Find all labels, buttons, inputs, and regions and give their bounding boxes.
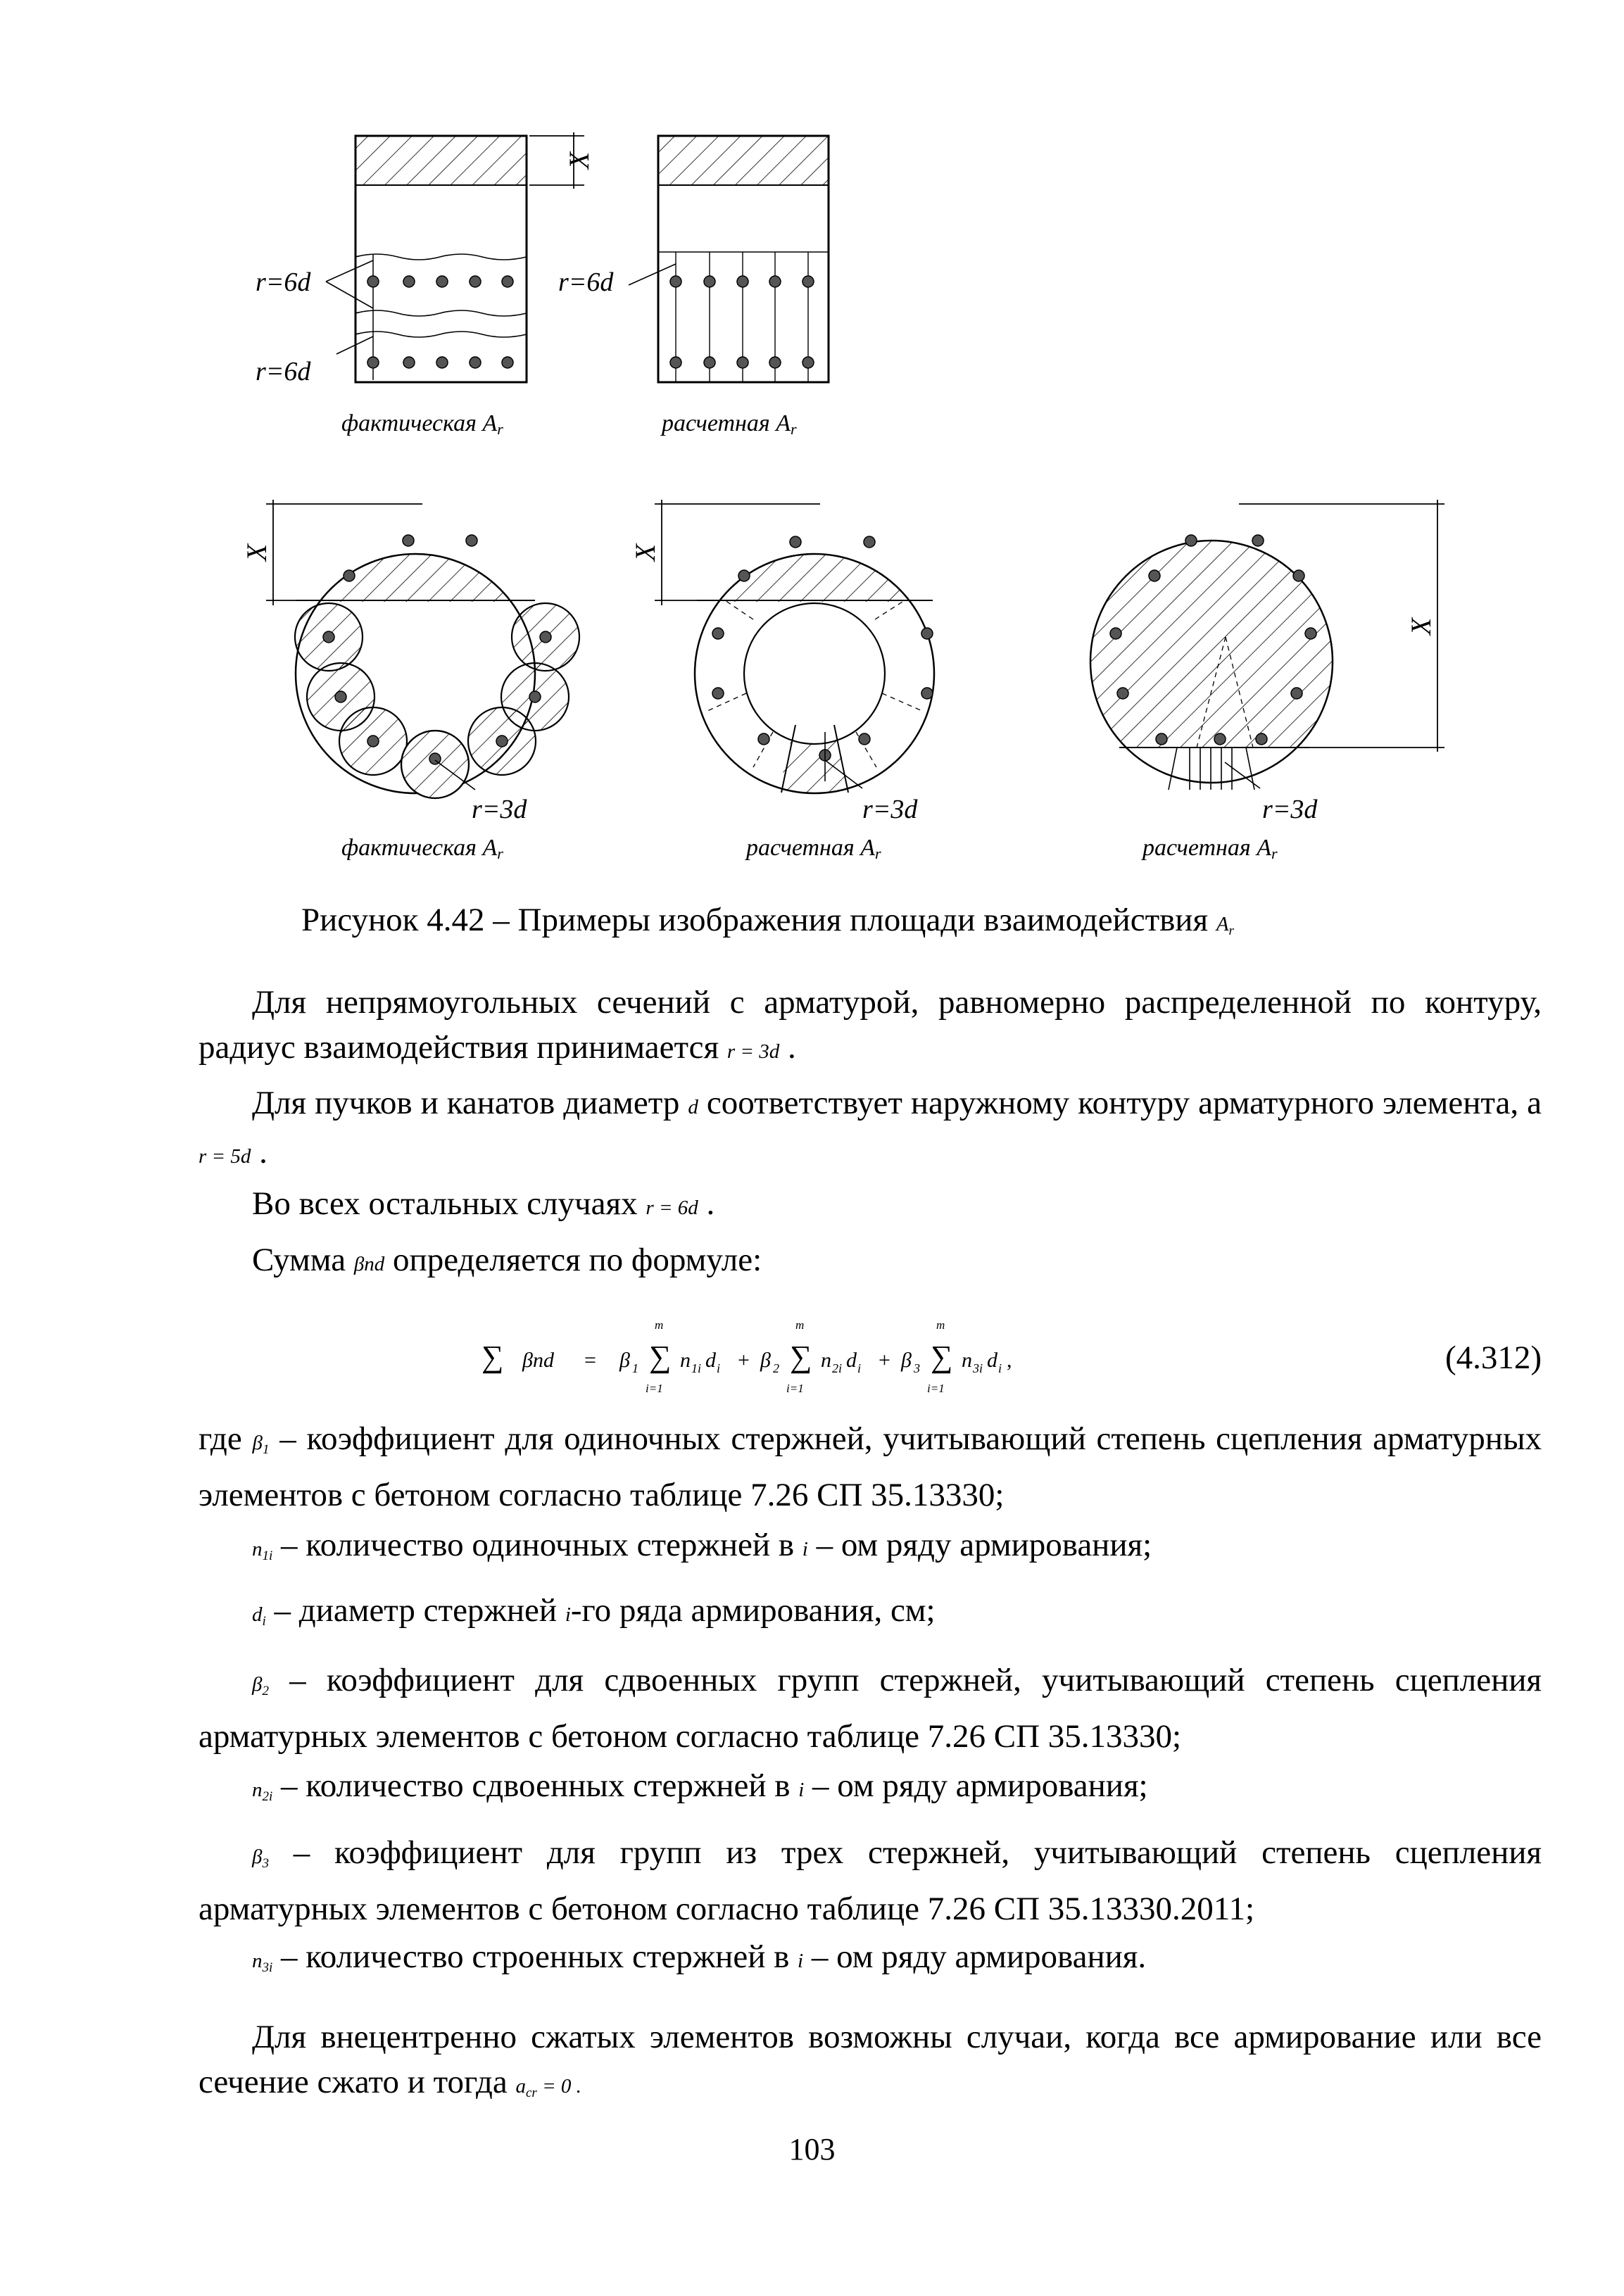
svg-text:фактическая Ar: фактическая Ar (341, 410, 503, 438)
svg-text:расчетная Ar: расчетная Ar (746, 835, 881, 862)
circle-section-calculated-full (1084, 500, 1444, 790)
label-r6d-2: r=6d (256, 357, 311, 386)
figure-4-42 (0, 0, 1624, 887)
svg-text:βnd: βnd (522, 1349, 554, 1372)
paragraph-2: Для пучков и канатов диаметр d соответствует наружному контуру арматурного элемента, а r = 5d . (199, 1085, 1542, 1171)
label-x-3: X (629, 543, 661, 562)
label-r3d-2: r=3d (862, 795, 918, 824)
paragraph-1: Для непрямоугольных сечений с арматурой, равномерно распределенной по контуру, радиус взаимодействия принимается r = 3d . (199, 984, 1542, 1066)
svg-text:i: i (998, 1361, 1002, 1375)
svg-text:d: d (846, 1349, 857, 1372)
svg-text:∑: ∑ (790, 1339, 812, 1374)
svg-text:∑: ∑ (931, 1339, 953, 1374)
def-beta1: где $\beta_1$ – коэффициент для одиночных стержней, учитывающий степень сцепления арматурных элементов с бетоном согласно таблице 7.26 СП 35.13330; (199, 1420, 1542, 1513)
svg-text:β: β (760, 1349, 771, 1372)
svg-text:∑: ∑ (481, 1339, 504, 1374)
svg-text:3: 3 (973, 1361, 979, 1375)
svg-text:i: i (698, 1361, 702, 1375)
def-d: $d_i$ – диаметр стержней i-го ряда армирования, см; (252, 1592, 936, 1629)
figure-caption (301, 901, 1234, 939)
def-beta3: $\beta_3$ – коэффициент для групп из трех стержней, учитывающий степень сцепления арматурных элементов с бетоном согласно таблице 7.26 СП 35.13330.2011; (199, 1834, 1542, 1927)
circle-section-actual (266, 500, 579, 798)
svg-text:m: m (795, 1318, 805, 1332)
svg-text:d: d (987, 1349, 997, 1372)
last-paragraph: Для внецентренно сжатых элементов возможны случаи, когда все армирование или все сечение сжато и тогда $a_{cr} = 0$ . (199, 2019, 1542, 2100)
circle-section-calculated-ring (655, 500, 943, 802)
rect-section-calculated (658, 136, 829, 382)
svg-text:d: d (705, 1349, 716, 1372)
svg-text:m: m (936, 1318, 945, 1332)
def-beta2: $\beta_2$ – коэффициент для сдвоенных групп стержней, учитывающий степень сцепления арматурных элементов с бетоном согласно таблице 7.26 СП 35.13330; (199, 1662, 1542, 1755)
svg-text:i: i (979, 1361, 983, 1375)
formula-number: (4.312) (1444, 1339, 1542, 1376)
svg-text:1: 1 (691, 1361, 698, 1375)
svg-text:n: n (962, 1349, 972, 1372)
formula-4-312 (465, 1309, 1563, 1401)
label-r3d-1: r=3d (472, 795, 527, 824)
svg-text:β: β (901, 1349, 912, 1372)
rebar-row-2 (670, 276, 814, 368)
label-r6d-1: r=6d (256, 267, 311, 297)
rect-section-actual (355, 136, 527, 382)
svg-text:расчетная Ar: расчетная Ar (1143, 835, 1278, 862)
svg-text:расчетная Ar: расчетная Ar (662, 410, 797, 438)
svg-text:β: β (619, 1349, 630, 1372)
label-x-2: X (241, 543, 272, 562)
svg-text:n: n (821, 1349, 831, 1372)
def-n3: $n_{3i}$ – количество строенных стержней в i – ом ряду армирования. (252, 1938, 1147, 1975)
def-n1: $n_{1i}$ – количество одиночных стержней в i – ом ряду армирования; (252, 1527, 1152, 1563)
svg-text:i: i (857, 1361, 862, 1375)
paragraph-3: Во всех остальных случаях r = 6d . (252, 1185, 715, 1222)
svg-text:,: , (1007, 1349, 1012, 1372)
svg-text:2: 2 (832, 1361, 838, 1375)
svg-text:i=1: i=1 (927, 1382, 945, 1395)
svg-text:2: 2 (773, 1361, 779, 1375)
label-x-1: X (563, 151, 595, 170)
svg-text:3: 3 (914, 1361, 920, 1375)
label-r3d-3: r=3d (1262, 795, 1318, 824)
label-x-4: X (1405, 617, 1437, 636)
svg-text:n: n (680, 1349, 691, 1372)
def-n2: $n_{2i}$ – количество сдвоенных стержней в i – ом ряду армирования; (252, 1767, 1148, 1804)
r6d-leader-2 (629, 264, 676, 285)
r6d-leaders-1 (326, 260, 373, 354)
caption-symbol: $A_r$ (1216, 913, 1234, 938)
svg-text:i: i (838, 1361, 843, 1375)
svg-text:=: = (584, 1349, 596, 1372)
label-r6d-3: r=6d (558, 267, 614, 297)
svg-text:i=1: i=1 (646, 1382, 663, 1395)
rebar-row-1 (367, 276, 513, 368)
svg-text:+: + (738, 1349, 750, 1372)
svg-text:фактическая Ar: фактическая Ar (341, 835, 503, 862)
caption-text: Рисунок 4.42 – Примеры изображения площади взаимодействия (301, 902, 1209, 938)
svg-text:1: 1 (632, 1361, 638, 1375)
svg-text:i=1: i=1 (786, 1382, 804, 1395)
page-number: 103 (788, 2132, 836, 2166)
svg-text:+: + (879, 1349, 890, 1372)
svg-text:m: m (655, 1318, 664, 1332)
paragraph-4: Сумма βnd определяется по формуле: (252, 1242, 762, 1278)
svg-text:i: i (717, 1361, 721, 1375)
svg-text:∑: ∑ (649, 1339, 672, 1374)
